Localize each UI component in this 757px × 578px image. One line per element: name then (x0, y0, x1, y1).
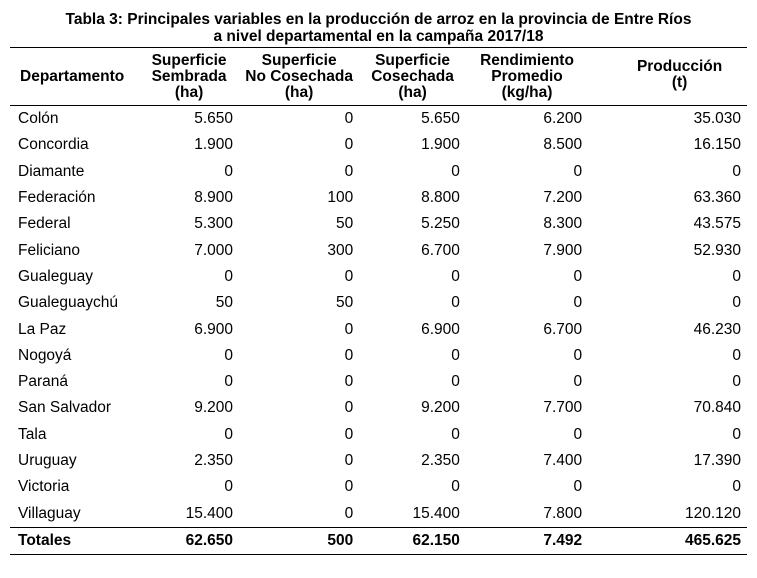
cell-superficie-no-cosechada: 0 (344, 504, 354, 522)
header-rendimiento-promedio (466, 48, 588, 106)
cell-superficie-no-cosechada: 0 (344, 110, 354, 128)
cell-superficie-sembrada: 15.400 (185, 504, 234, 522)
cell-superficie-cosechada: 0 (451, 425, 460, 443)
cell-superficie-no-cosechada: 0 (344, 399, 354, 417)
cell-superficie-cosechada: 5.250 (421, 215, 460, 233)
header-line: Departamento (20, 68, 125, 85)
cell-superficie-cosechada: 9.200 (421, 399, 460, 417)
cell-produccion: 0 (732, 294, 741, 312)
table-row (10, 500, 747, 527)
cell-produccion: 43.575 (693, 215, 741, 233)
totals-row (10, 527, 747, 554)
cell-superficie-cosechada: 5.650 (421, 110, 460, 128)
cell-rendimiento-promedio: 7.800 (543, 504, 583, 522)
cell-departamento: Concordia (18, 136, 89, 154)
cell-produccion: 0 (732, 478, 741, 496)
cell-superficie-no-cosechada: 50 (335, 215, 354, 233)
header-line: Cosechada (371, 68, 454, 85)
table-body (10, 106, 747, 528)
cell-produccion: 52.930 (693, 241, 741, 259)
cell-superficie-cosechada: 2.350 (421, 452, 460, 469)
header-line: Rendimiento (480, 52, 574, 69)
header-row (10, 48, 747, 106)
cell-superficie-sembrada: 6.900 (194, 320, 234, 338)
cell-superficie-sembrada: 5.300 (194, 215, 234, 233)
header-line: (ha) (284, 84, 314, 101)
table-row (10, 343, 747, 369)
cell-superficie-no-cosechada: 0 (344, 346, 354, 364)
cell-departamento: Colón (18, 110, 59, 128)
cell-produccion: 70.840 (693, 399, 741, 417)
header-line: Superficie (261, 52, 337, 69)
cell-produccion: 0 (732, 346, 741, 364)
cell-departamento: Gualeguaychú (18, 294, 118, 312)
header-line: (t) (671, 74, 688, 91)
cell-departamento: Gualeguay (18, 267, 93, 285)
cell-superficie-cosechada: 0 (451, 346, 460, 364)
cell-departamento: Diamante (18, 162, 85, 180)
table-row (10, 106, 747, 133)
cell-produccion: 63.360 (693, 189, 741, 207)
cell-produccion: 0 (732, 267, 741, 285)
total-superficie-cosechada: 62.150 (359, 527, 466, 554)
table-row (10, 264, 747, 290)
table-row (10, 237, 747, 263)
header-departamento (10, 48, 139, 106)
cell-produccion: 0 (732, 373, 741, 391)
cell-superficie-sembrada: 0 (224, 373, 234, 391)
total-superficie-sembrada: 62.650 (139, 527, 239, 554)
cell-superficie-sembrada: 1.900 (194, 136, 234, 154)
header-line: (kg/ha) (501, 84, 553, 101)
production-table (10, 47, 747, 555)
cell-produccion: 16.150 (693, 136, 741, 154)
cell-superficie-no-cosechada: 100 (327, 189, 354, 207)
cell-superficie-no-cosechada: 0 (344, 162, 354, 180)
cell-departamento: La Paz (18, 320, 67, 338)
header-line: No Cosechada (245, 68, 353, 85)
cell-superficie-sembrada: 0 (224, 478, 234, 496)
cell-superficie-cosechada: 0 (451, 294, 460, 312)
cell-rendimiento-promedio: 0 (573, 162, 583, 180)
cell-superficie-sembrada: 2.350 (194, 452, 234, 469)
table-row (10, 474, 747, 500)
cell-rendimiento-promedio: 7.700 (543, 399, 583, 417)
cell-departamento: Villaguay (18, 504, 81, 522)
cell-superficie-sembrada: 0 (224, 346, 234, 364)
cell-departamento: Tala (18, 425, 47, 443)
cell-produccion: 35.030 (693, 110, 741, 128)
cell-superficie-no-cosechada: 0 (344, 452, 354, 469)
total-produccion: 465.625 (588, 527, 747, 554)
cell-superficie-sembrada: 9.200 (194, 399, 234, 417)
cell-departamento: Victoria (18, 478, 70, 496)
header-line: Producción (636, 58, 723, 75)
cell-departamento: Uruguay (18, 452, 77, 469)
cell-superficie-no-cosechada: 0 (344, 478, 354, 496)
cell-superficie-cosechada: 6.700 (421, 241, 460, 259)
cell-superficie-no-cosechada: 300 (327, 241, 354, 259)
header-produccion (588, 48, 747, 106)
cell-rendimiento-promedio: 0 (573, 346, 583, 364)
cell-rendimiento-promedio: 0 (573, 267, 583, 285)
header-line: Promedio (491, 68, 563, 85)
cell-produccion: 0 (732, 162, 741, 180)
cell-rendimiento-promedio: 6.200 (543, 110, 583, 128)
table-row (10, 369, 747, 395)
cell-rendimiento-promedio: 6.700 (543, 320, 583, 338)
cell-produccion: 0 (732, 425, 741, 443)
cell-rendimiento-promedio: 0 (573, 294, 583, 312)
table-header (10, 48, 747, 106)
cell-rendimiento-promedio: 0 (573, 425, 583, 443)
cell-superficie-no-cosechada: 0 (344, 267, 354, 285)
header-line: Superficie (375, 52, 451, 69)
table-title-line-2: a nivel departamental en la campaña 2017/18 (213, 28, 544, 45)
cell-superficie-no-cosechada: 50 (335, 294, 354, 312)
cell-superficie-no-cosechada: 0 (344, 425, 354, 443)
header-line: (ha) (174, 84, 204, 101)
table-title-line-1: Tabla 3: Principales variables en la producción de arroz en la provincia de Entre Ríos (65, 11, 692, 28)
cell-superficie-cosechada: 15.400 (412, 504, 460, 522)
cell-departamento: Feliciano (18, 241, 81, 259)
header-superficie-cosechada (359, 48, 466, 106)
header-line: Superficie (151, 52, 227, 69)
table-row (10, 185, 747, 211)
cell-superficie-sembrada: 8.900 (194, 189, 234, 207)
cell-departamento: Federación (18, 189, 96, 207)
cell-departamento: Federal (18, 215, 71, 233)
cell-rendimiento-promedio: 7.400 (543, 452, 583, 469)
cell-produccion: 46.230 (693, 320, 741, 338)
cell-superficie-sembrada: 7.000 (194, 241, 234, 259)
table-row (10, 132, 747, 158)
header-line: Sembrada (151, 68, 227, 85)
cell-departamento: Nogoyá (18, 346, 72, 364)
cell-superficie-cosechada: 6.900 (421, 320, 460, 338)
header-line: (ha) (398, 84, 427, 101)
cell-superficie-cosechada: 0 (451, 267, 460, 285)
cell-superficie-cosechada: 0 (451, 162, 460, 180)
cell-superficie-no-cosechada: 0 (344, 136, 354, 154)
cell-produccion: 120.120 (684, 504, 741, 522)
header-superficie-no-cosechada (239, 48, 359, 106)
cell-superficie-no-cosechada: 0 (344, 373, 354, 391)
cell-superficie-cosechada: 8.800 (421, 189, 460, 207)
table-row (10, 290, 747, 316)
total-superficie-no-cosechada: 500 (239, 527, 359, 554)
cell-superficie-cosechada: 1.900 (421, 136, 460, 154)
total-rendimiento-promedio: 7.492 (466, 527, 588, 554)
cell-rendimiento-promedio: 7.900 (543, 241, 583, 259)
cell-rendimiento-promedio: 8.500 (543, 136, 583, 154)
cell-superficie-sembrada: 0 (224, 267, 234, 285)
table-row (10, 316, 747, 342)
table-row (10, 395, 747, 421)
cell-rendimiento-promedio: 0 (573, 478, 583, 496)
table-row (10, 448, 747, 474)
cell-superficie-sembrada: 50 (215, 294, 234, 312)
table-row (10, 159, 747, 185)
cell-departamento: San Salvador (18, 399, 112, 417)
cell-rendimiento-promedio: 0 (573, 373, 583, 391)
header-superficie-sembrada (139, 48, 239, 106)
table-footer (10, 527, 747, 554)
cell-superficie-sembrada: 0 (224, 162, 234, 180)
cell-superficie-sembrada: 0 (224, 425, 234, 443)
table-row (10, 422, 747, 448)
cell-superficie-sembrada: 5.650 (194, 110, 234, 128)
cell-superficie-cosechada: 0 (451, 478, 460, 496)
cell-produccion: 17.390 (693, 452, 741, 469)
cell-rendimiento-promedio: 8.300 (543, 215, 583, 233)
total-departamento: Totales (10, 527, 139, 554)
cell-superficie-no-cosechada: 0 (344, 320, 354, 338)
cell-superficie-cosechada: 0 (451, 373, 460, 391)
table-row (10, 211, 747, 237)
cell-departamento: Paraná (18, 373, 68, 391)
cell-rendimiento-promedio: 7.200 (543, 189, 583, 207)
table-title (0, 0, 757, 45)
